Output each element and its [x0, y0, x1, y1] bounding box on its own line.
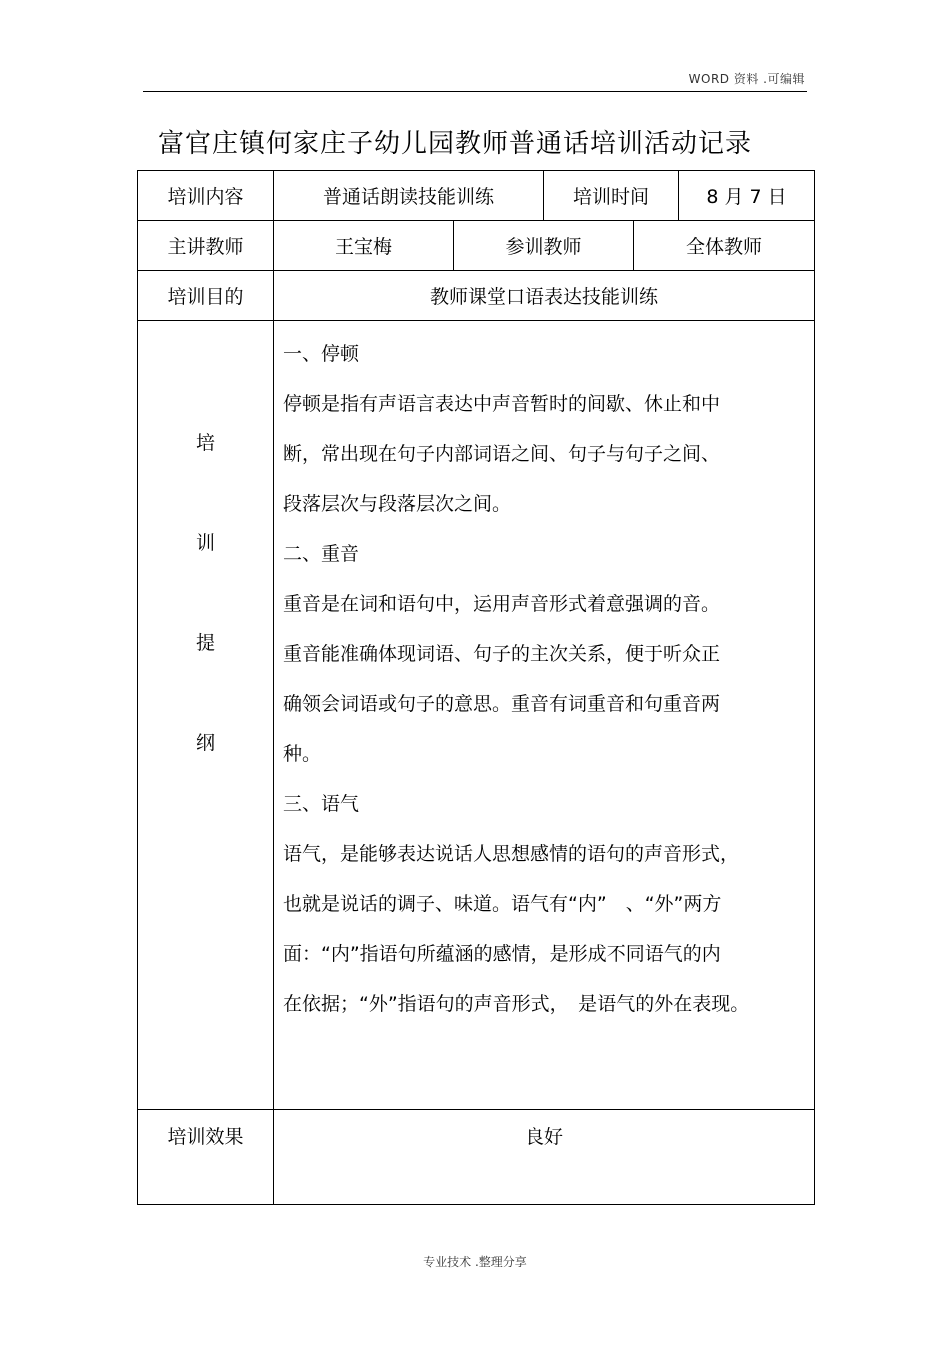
training-content-label: 培训内容 [138, 171, 274, 221]
outline-line: 断，常出现在句子内部词语之间、句子与句子之间、 [283, 443, 721, 465]
outline-label-char: 提 [195, 632, 215, 654]
training-purpose-label: 培训目的 [138, 271, 274, 321]
document-title: 富官庄镇何家庄子幼儿园教师普通话培训活动记录 [158, 129, 753, 159]
outline-line: 重音是在词和语句中，运用声音形式着意强调的音。 [283, 593, 721, 615]
training-outline-label [138, 321, 274, 1110]
outline-line: 种。 [283, 743, 322, 765]
training-content-value: 普通话朗读技能训练 [274, 171, 544, 221]
outline-line: 确领会词语或句子的意思。重音有词重音和句重音两 [283, 693, 721, 715]
lead-teacher-value: 王宝梅 [274, 221, 454, 271]
outline-label-char: 训 [195, 532, 215, 554]
training-time-value: 8 月 7 日 [679, 171, 815, 221]
outline-line: 二、重音 [283, 543, 360, 565]
outline-line: 停顿是指有声语言表达中声音暂时的间歇、休止和中 [283, 393, 721, 415]
training-purpose-value: 教师课堂口语表达技能训练 [274, 271, 815, 321]
row-training-purpose [138, 271, 815, 321]
participant-teachers-label: 参训教师 [454, 221, 634, 271]
row-training-effect [138, 1110, 815, 1205]
page-footer-text: 专业技术 .整理分享 [423, 1255, 527, 1269]
outline-label-char: 培 [195, 432, 215, 454]
training-effect-label: 培训效果 [138, 1110, 274, 1205]
row-training-outline [138, 321, 815, 1110]
header-divider [143, 91, 807, 92]
participant-teachers-value: 全体教师 [634, 221, 815, 271]
training-time-label: 培训时间 [544, 171, 679, 221]
outline-line: 一、停顿 [283, 343, 360, 365]
page-header-text: WORD 资料 .可编辑 [688, 72, 805, 86]
training-record-table [137, 170, 815, 1205]
outline-line: 也就是说话的调子、味道。语气有“内” 、“外”两方 [283, 893, 722, 915]
outline-line: 在依据；“外”指语句的声音形式， 是语气的外在表现。 [283, 993, 750, 1015]
outline-line: 语气，是能够表达说话人思想感情的语句的声音形式， [283, 843, 740, 865]
outline-line: 面：“内”指语句所蕴涵的感情，是形成不同语气的内 [283, 943, 721, 965]
outline-line: 段落层次与段落层次之间。 [283, 493, 512, 515]
lead-teacher-label: 主讲教师 [138, 221, 274, 271]
outline-label-char: 纲 [195, 732, 215, 754]
row-training-content [138, 171, 815, 221]
row-teachers [138, 221, 815, 271]
outline-line: 重音能准确体现词语、句子的主次关系，便于听众正 [283, 643, 721, 665]
training-outline-content [274, 321, 815, 1110]
training-effect-value: 良好 [274, 1110, 815, 1205]
outline-line: 三、语气 [283, 793, 360, 815]
